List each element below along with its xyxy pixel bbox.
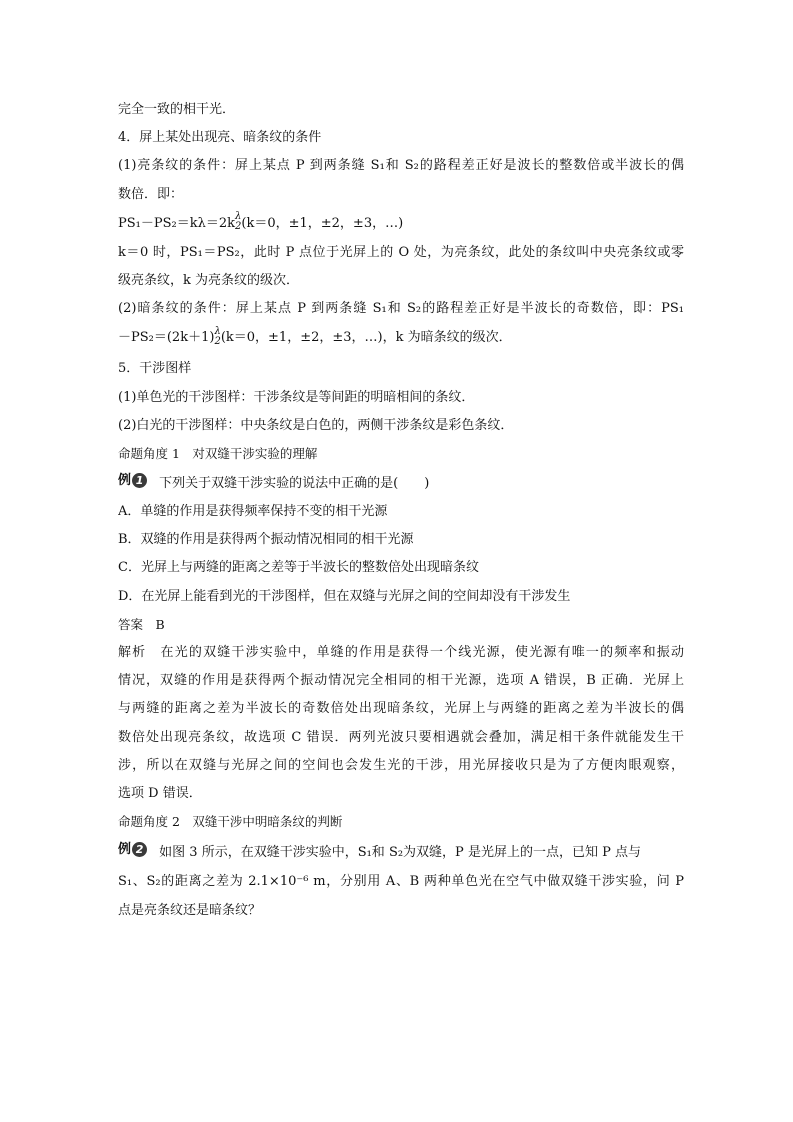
section-heading: 5．干涉图样 [118,361,192,377]
text-line: (1)亮条纹的条件：屏上某点 P 到两条缝 S₁和 S₂的路程差正好是波长的整数倍或半波长的偶 [118,158,684,174]
example-badge-label: 例 [118,842,132,858]
formula-right: (k＝0，±1，±2，±3，…) [241,215,404,231]
fraction-numerator: λ [235,211,242,223]
text-line: (2)白光的干涉图样：中央条纹是白色的，两侧干涉条纹是彩色条纹． [118,417,514,433]
example-badge [118,468,147,496]
topic-heading: 命题角度 1 对双缝干涉实验的理解 [118,445,318,461]
answer: 答案 B [118,616,165,632]
text-line: (2)暗条纹的条件：屏上某点 P 到两条缝 S₁和 S₂的路程差正好是半波长的奇数倍，即：PS₁ [118,301,684,317]
text-line: 数倍．即： [118,186,184,202]
fraction [235,212,241,232]
analysis-line: 数倍处出现亮条纹，故选项 C 错误．两列光波只要相遇就会叠加，满足相干条件就能发生干 [118,729,684,745]
question-text: 下列关于双缝干涉实验的说法中正确的是( ) [159,475,430,491]
question-text-line: 点是亮条纹还是暗条纹？ [118,902,262,918]
document-page [118,96,684,925]
analysis-line: 与两缝的距离之差为半波长的奇数倍处出现暗条纹，光屏上与两缝的距离之差为半波长的偶 [118,701,684,717]
fraction-denominator: 2 [235,221,242,233]
fraction-denominator: 2 [214,335,221,347]
formula-right: (k＝0，±1，±2，±3，…)，k 为暗条纹的级次． [220,330,512,346]
example-number-icon: 2 [132,842,147,857]
example-badge-label: 例 [118,473,132,489]
analysis-line: 情况，双缝的作用是获得两个振动情况完全相同的相干光源，选项 A 错误，B 正确．光屏上 [118,673,684,689]
example-2-question [118,836,684,868]
example-1-question [118,468,684,498]
option-a: A．单缝的作用是获得频率保持不变的相干光源 [118,504,388,520]
text-line: 级亮条纹，k 为亮条纹的级次． [118,272,300,288]
text-line: 完全一致的相干光． [118,102,236,117]
question-text: 如图 3 所示，在双缝干涉实验中，S₁和 S₂为双缝，P 是光屏上的一点，已知 P 点与 [159,844,641,860]
formula-left: －PS₂＝(2k＋1) [118,330,215,346]
topic-heading: 命题角度 2 双缝干涉中明暗条纹的判断 [118,814,343,830]
formula-dark [118,323,684,353]
example-number-icon: 1 [132,473,147,488]
analysis-line: 解析 在光的双缝干涉实验中，单缝的作用是获得一个线光源，使光源有唯一的频率和振动 [118,645,684,660]
section-heading: 4．屏上某处出现亮、暗条纹的条件 [118,130,322,146]
option-b: B．双缝的作用是获得两个振动情况相同的相干光源 [118,532,414,548]
analysis-line: 选项 D 错误． [118,785,202,801]
fraction [214,327,220,347]
text-line: (1)单色光的干涉图样：干涉条纹是等间距的明暗相间的条纹． [118,389,475,405]
text-line: k＝0 时，PS₁＝PS₂，此时 P 点位于光屏上的 O 处，为亮条纹，此处的条纹叫中央亮条纹或零 [118,244,684,260]
formula-bright [118,209,684,239]
question-text-line: S₁、S₂的距离之差为 2.1×10⁻⁶ m，分别用 A、B 两种单色光在空气中做双缝干涉实验，问 P [118,874,684,890]
option-c: C．光屏上与两缝的距离之差等于半波长的整数倍处出现暗条纹 [118,560,479,576]
formula-left: PS₁－PS₂＝kλ＝2k [118,215,235,231]
analysis-line: 涉，所以在双缝与光屏之间的空间也会发生光的干涉，用光屏接收只是为了方便肉眼观察， [118,757,684,773]
example-badge [118,836,147,866]
option-d: D．在光屏上能看到光的干涉图样，但在双缝与光屏之间的空间却没有干涉发生 [118,588,571,604]
fraction-numerator: λ [214,325,221,337]
